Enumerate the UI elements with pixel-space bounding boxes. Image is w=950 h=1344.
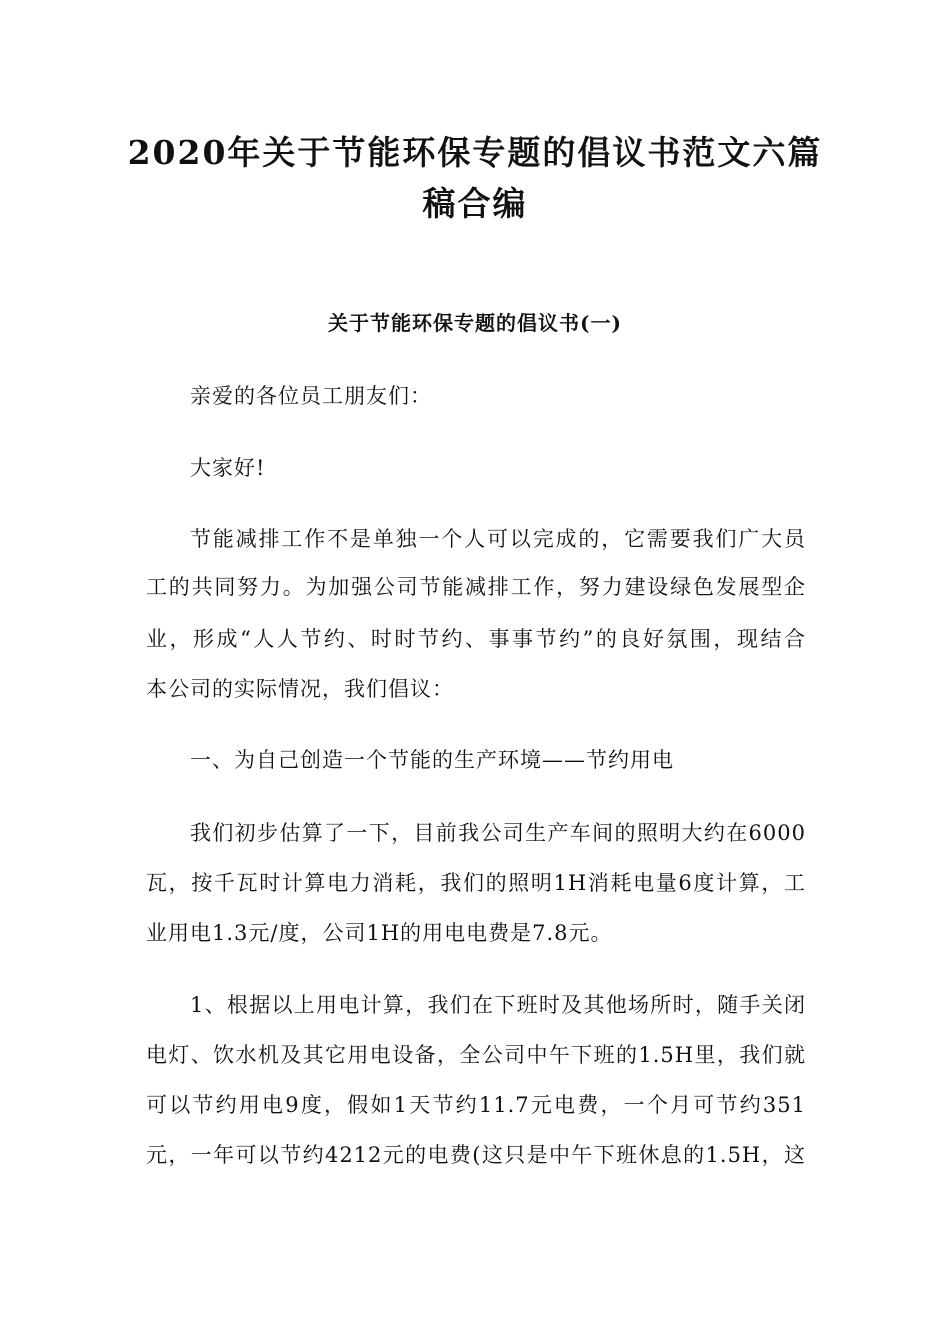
paragraph-3-line-4: 元，一年可以节约4212元的电费(这只是中午下班休息的1.5H，这 — [146, 1143, 806, 1167]
paragraph-2-line-2: 瓦，按千瓦时计算电力消耗，我们的照明1H消耗电量6度计算，工 — [146, 871, 806, 895]
section-heading-1: 一、为自己创造一个节能的生产环境——节约用电 — [190, 748, 674, 772]
paragraph-1-line-2: 工的共同努力。为加强公司节能减排工作，努力建设绿色发展型企 — [146, 575, 806, 599]
paragraph-1-line-4: 本公司的实际情况，我们倡议： — [146, 677, 454, 701]
salutation: 亲爱的各位员工朋友们： — [190, 384, 432, 408]
greeting: 大家好! — [190, 456, 266, 480]
document-title-line-1: 2020年关于节能环保专题的倡议书范文六篇 — [127, 133, 823, 172]
paragraph-2-line-1: 我们初步估算了一下，目前我公司生产车间的照明大约在6000 — [190, 821, 806, 845]
paragraph-3-line-2: 电灯、饮水机及其它用电设备，全公司中午下班的1.5H里，我们就 — [146, 1043, 806, 1067]
paragraph-3-line-3: 可以节约用电9度，假如1天节约11.7元电费，一个月可节约351 — [146, 1093, 806, 1117]
paragraph-1-line-1: 节能减排工作不是单独一个人可以完成的，它需要我们广大员 — [190, 527, 806, 551]
paragraph-3-line-1: 1、根据以上用电计算，我们在下班时及其他场所时，随手关闭 — [190, 993, 806, 1017]
section-subtitle: 关于节能环保专题的倡议书(一) — [328, 311, 622, 335]
paragraph-2-line-3: 业用电1.3元/度，公司1H的用电电费是7.8元。 — [146, 921, 613, 945]
paragraph-1-line-3: 业，形成“人人节约、时时节约、事事节约”的良好氛围，现结合 — [146, 627, 806, 651]
document-title-line-2: 稿合编 — [422, 184, 528, 223]
